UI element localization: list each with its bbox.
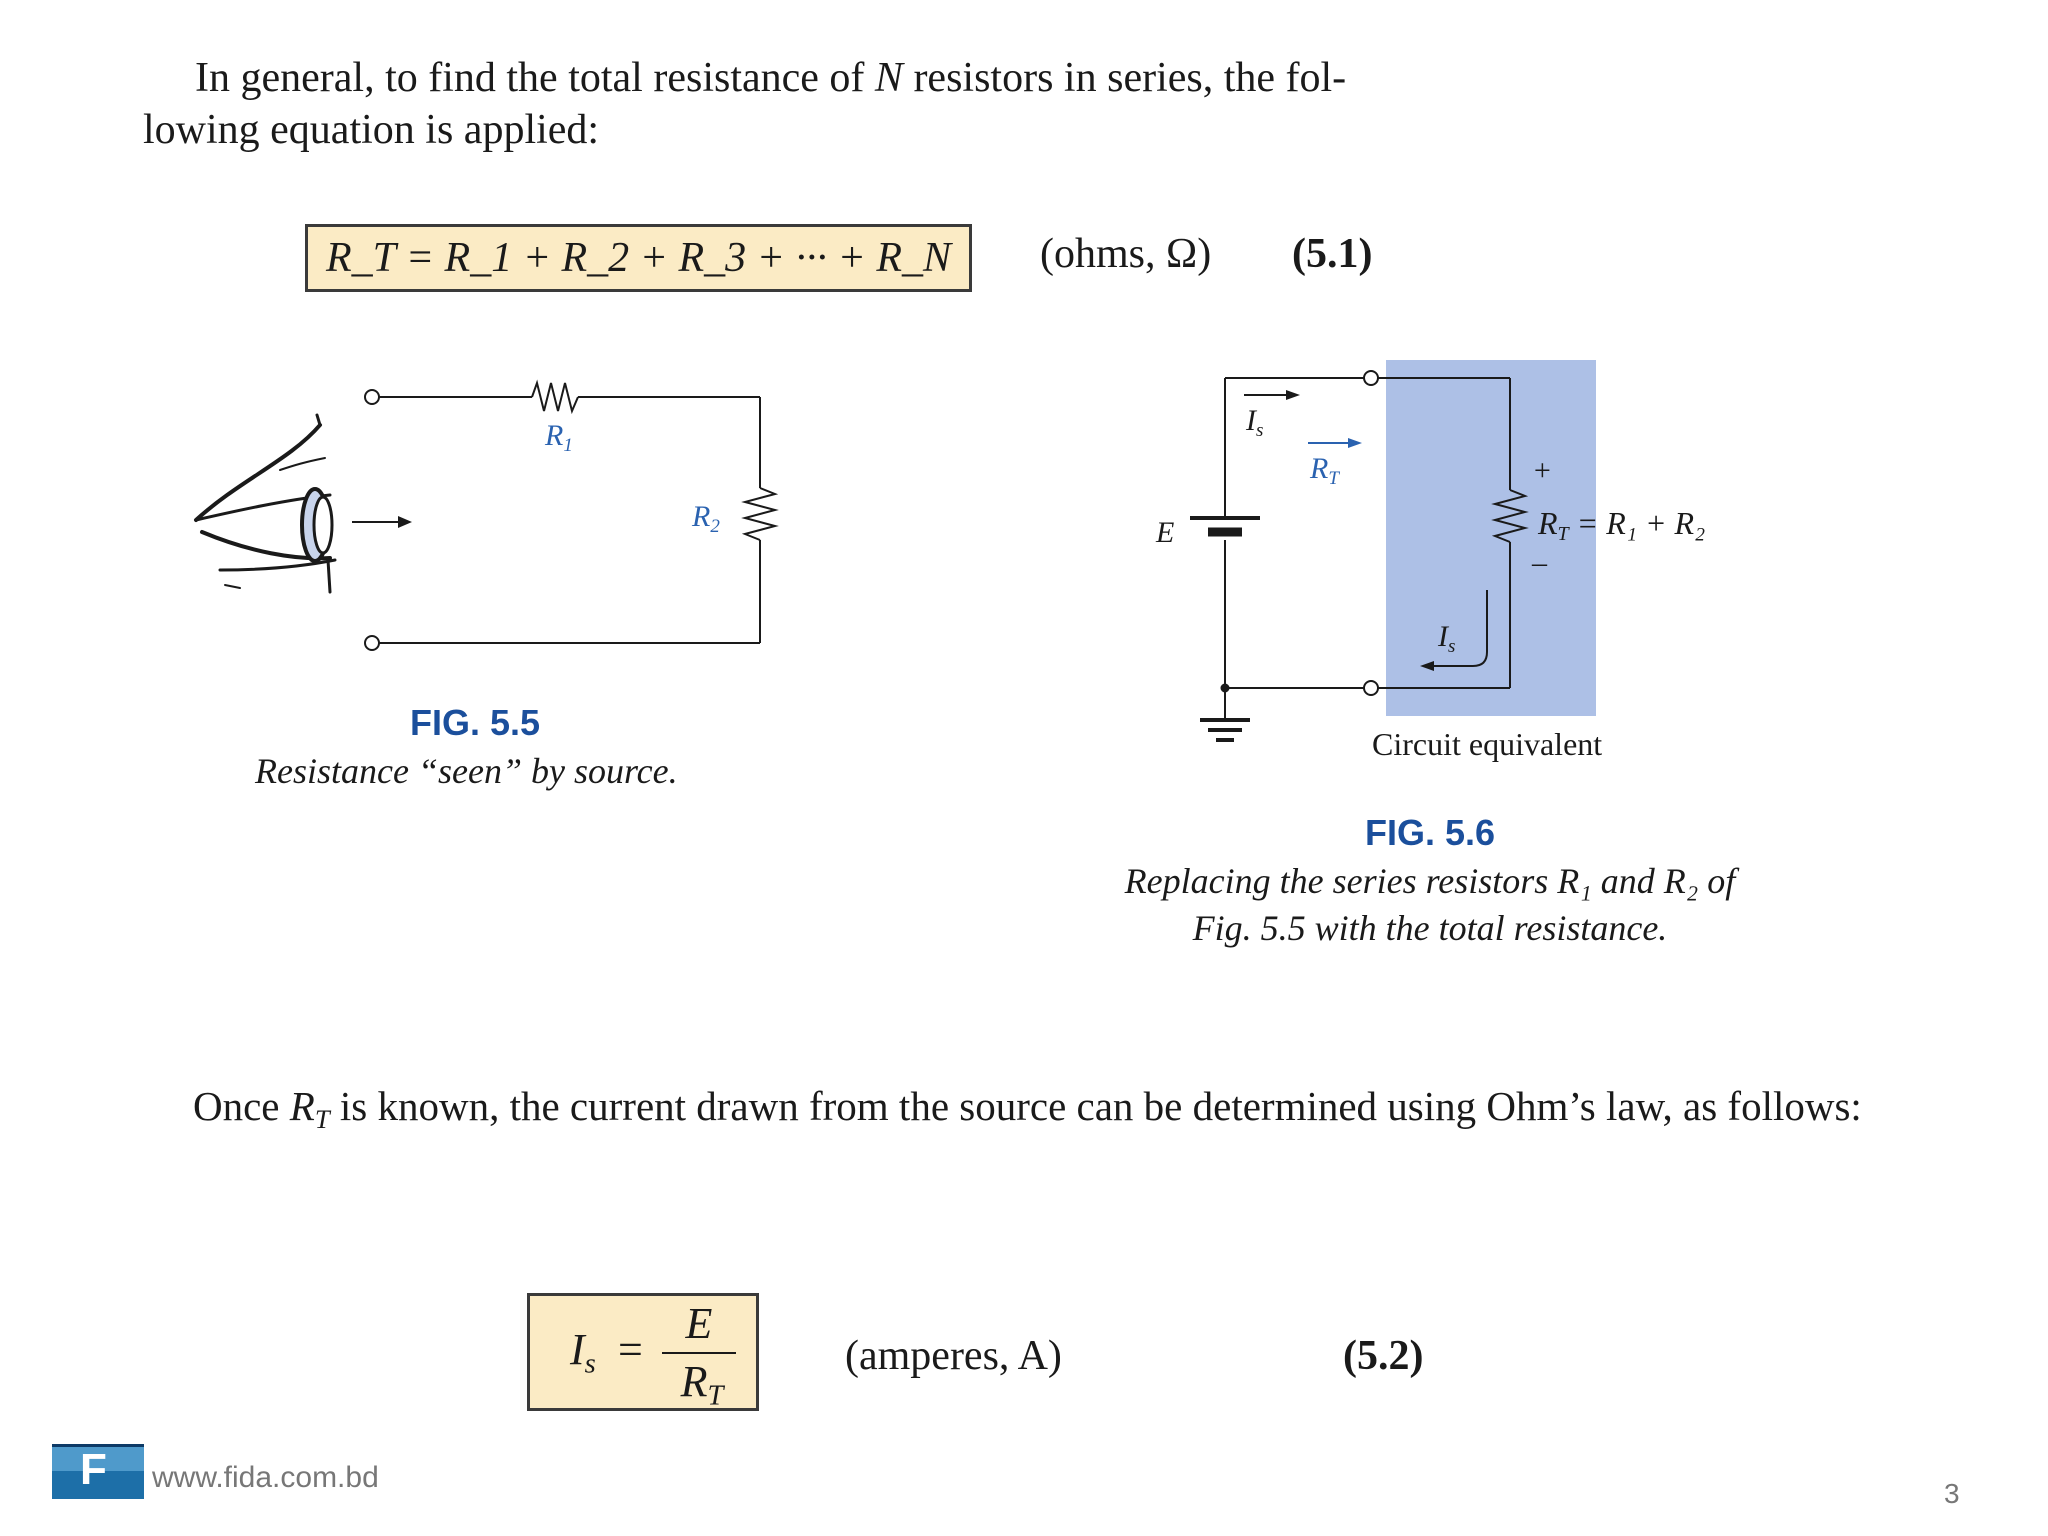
- rt-label-blue: $R_T$: [1310, 452, 1339, 489]
- eye-icon: [196, 415, 335, 592]
- fig-5-6-diagram: [1140, 350, 1780, 770]
- direction-arrow-icon: [352, 516, 412, 528]
- equation-5-2-units: (amperes, A): [845, 1333, 1062, 1379]
- equation-5-1-number: (5.1): [1292, 231, 1373, 277]
- intro-line-2: lowing equation is applied:: [143, 107, 600, 153]
- r1-label: $R_1$: [545, 419, 573, 456]
- fig-5-6-caption-line-1: Replacing the series resistors R₁ and R₂ of: [1124, 861, 1736, 901]
- r2-label: $R_2$: [692, 500, 720, 537]
- fida-logo: [52, 1444, 144, 1499]
- page-number: 3: [1944, 1478, 1960, 1509]
- circuit-equivalent-note: Circuit equivalent: [1372, 726, 1603, 762]
- fig-5-6-number: FIG. 5.6: [1365, 812, 1496, 853]
- top-terminal: [365, 390, 379, 404]
- equation-5-2-denominator: $R_T$: [680, 1357, 724, 1412]
- bottom-terminal: [365, 636, 379, 650]
- source-e-label: E: [1156, 516, 1175, 549]
- equation-5-2-lhs: $I_s$: [570, 1325, 596, 1380]
- equation-5-2-number: (5.2): [1343, 1333, 1424, 1379]
- logo-letter: F: [80, 1445, 107, 1494]
- fig-5-5-diagram: [180, 370, 820, 680]
- equation-5-1-units: (ohms, Ω): [1040, 231, 1212, 277]
- r1-resistor-symbol: [532, 383, 578, 411]
- source-current-arrow-icon: [1244, 390, 1300, 400]
- equation-5-2-box: [527, 1293, 759, 1411]
- footer-url: www.fida.com.bd: [152, 1461, 379, 1494]
- bottom-terminal: [1364, 681, 1378, 695]
- r2-resistor-symbol: [745, 488, 775, 540]
- intro-line-1: [195, 52, 1346, 104]
- ohms-law-sentence: [193, 1080, 1862, 1145]
- fraction-bar: [662, 1352, 736, 1354]
- battery-symbol: [1190, 518, 1260, 532]
- intro-text-b: resistors in series, the fol-: [902, 55, 1347, 101]
- minus-sign: –: [1532, 546, 1547, 579]
- fig-5-5-number: FIG. 5.5: [410, 702, 541, 743]
- equation-5-2-numerator: E: [685, 1299, 713, 1348]
- is-label-top: $I_s$: [1246, 404, 1264, 441]
- intro-text-a: In general, to find the total resistance of: [195, 55, 875, 101]
- top-terminal: [1364, 371, 1378, 385]
- ohms-variable-rt: $R_T$: [289, 1083, 330, 1134]
- fig-5-6-caption-line-2: Fig. 5.5 with the total resistance.: [1192, 908, 1668, 948]
- is-label-bottom: $I_s$: [1438, 620, 1456, 657]
- rt-arrow-icon: [1308, 438, 1362, 448]
- fig-5-5-wires: [379, 383, 775, 643]
- plus-sign: +: [1532, 454, 1553, 487]
- equation-5-1-box: R_T = R_1 + R_2 + R_3 + ··· + R_N: [305, 224, 972, 292]
- intro-variable-n: N: [874, 55, 903, 101]
- ohms-text-a: Once: [193, 1083, 290, 1129]
- ohms-text-b: is known, the current drawn from the source can be determined using Ohm’s law, as follows:: [329, 1083, 1862, 1129]
- rt-equation-label: RT = R₁ + R₂: [1538, 505, 1706, 545]
- fig-5-5-caption: Resistance “seen” by source.: [255, 751, 678, 791]
- equation-5-2-equals: =: [618, 1325, 643, 1374]
